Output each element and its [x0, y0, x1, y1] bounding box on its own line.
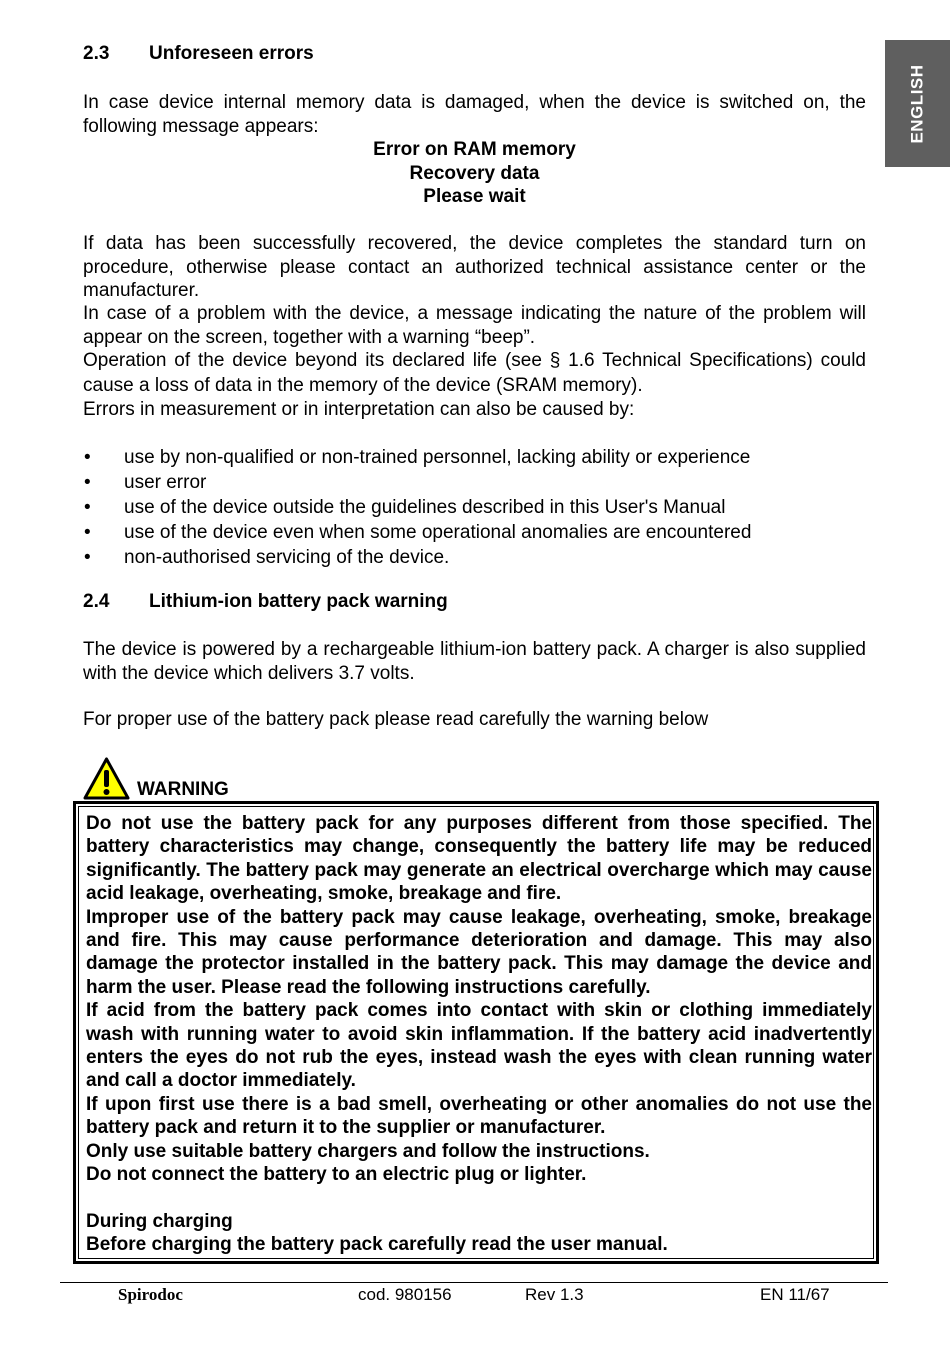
list-item: [83, 495, 866, 520]
warning-heading: [83, 752, 229, 800]
footer-divider: [60, 1282, 888, 1283]
language-side-tab: [885, 40, 950, 167]
list-item-text: user error: [124, 472, 207, 493]
warning-triangle-icon: [83, 757, 130, 800]
bullet-icon: •: [84, 497, 91, 518]
list-item-text: use by non-qualified or non-trained personnel, lacking ability or experience: [124, 447, 751, 468]
paragraph-read-warning: For proper use of the battery pack please read carefully the warning below: [83, 709, 709, 730]
error-message-line: Recovery data: [409, 162, 540, 184]
paragraph-problem: In case of a problem with the device, a message indicating the nature of the problem will appear on the screen, together with a warning “beep”.: [83, 303, 866, 348]
paragraph-errors-intro: Errors in measurement or in interpretation can also be caused by:: [83, 399, 635, 420]
bullet-icon: •: [84, 547, 91, 568]
charging-text: Before charging the battery pack carefully read the user manual.: [86, 1234, 668, 1256]
language-label: ENGLISH: [907, 63, 927, 144]
paragraph-powered: The device is powered by a rechargeable lithium-ion battery pack. A charger is also supplied with the device which delivers 3.7 volts.: [83, 639, 866, 684]
list-item-text: non-authorised servicing of the device.: [124, 547, 450, 568]
warning-paragraph: Improper use of the battery pack may cause leakage, overheating, smoke, breakage and fire. This may cause performance deterioration and damage. This may also damage the protector installed in the battery pack. This may damage the device and harm the user. Please read the following instructions carefully.: [86, 906, 872, 998]
paragraph-operation: Operation of the device beyond its declared life (see § 1.6 Technical Specifications) could cause a loss of data in the memory of the device (SRAM memory).: [83, 350, 866, 396]
section-title: Unforeseen errors: [149, 43, 314, 64]
warning-box: [73, 801, 879, 1264]
error-message-line: Error on RAM memory: [373, 139, 576, 160]
warning-paragraph: Only use suitable battery chargers and follow the instructions.: [86, 1140, 650, 1162]
list-item: [83, 520, 866, 545]
footer-revision: Rev 1.3: [525, 1285, 584, 1304]
bullet-icon: •: [84, 472, 91, 493]
warning-paragraph: If upon first use there is a bad smell, overheating or other anomalies do not use the battery pack and return it to the supplier or manufacturer.: [86, 1093, 872, 1139]
warning-box-inner: [78, 806, 874, 1259]
list-item-text: use of the device outside the guidelines described in this User's Manual: [124, 497, 726, 518]
section-2-4-heading: [83, 591, 448, 613]
list-item-text: use of the device even when some operational anomalies are encountered: [124, 522, 752, 543]
warning-paragraph: Do not use the battery pack for any purposes different from those specified. The battery characteristics may change, consequently the battery life may be reduced significantly. The battery pack may generate an electrical overcharge which may cause acid leakage, overheating, smoke, breakage and fire.: [86, 813, 872, 905]
section-number: 2.4: [83, 591, 110, 612]
error-causes-list: [83, 445, 866, 570]
list-item: [83, 470, 866, 495]
footer-product: Spirodoc: [118, 1285, 183, 1304]
section-number: 2.3: [83, 43, 110, 64]
footer-code: cod. 980156: [358, 1285, 452, 1304]
footer-page-number: EN 11/67: [760, 1285, 830, 1304]
paragraph-intro: In case device internal memory data is damaged, when the device is switched on, the following message appears:: [83, 92, 866, 137]
list-item: [83, 445, 866, 470]
warning-label: WARNING: [137, 779, 229, 800]
section-title: Lithium-ion battery pack warning: [149, 591, 448, 612]
bullet-icon: •: [84, 522, 91, 543]
charging-heading: During charging: [86, 1210, 233, 1232]
bullet-icon: •: [84, 447, 91, 468]
paragraph-recovered: If data has been successfully recovered, the device completes the standard turn on procedure, otherwise please contact an authorized technical assistance center or the manufacturer.: [83, 233, 866, 301]
error-message-line: Please wait: [423, 186, 526, 207]
warning-paragraph: If acid from the battery pack comes into contact with skin or clothing immediately wash with running water to avoid skin inflammation. If the battery acid inadvertently enters the eyes do not rub the eyes, instead wash the eyes with clean running water and call a doctor immediately.: [86, 1000, 872, 1092]
error-message-block: [83, 138, 866, 209]
section-2-3-heading: [83, 43, 314, 65]
warning-paragraph: Do not connect the battery to an electric plug or lighter.: [86, 1164, 587, 1186]
list-item: [83, 545, 866, 570]
